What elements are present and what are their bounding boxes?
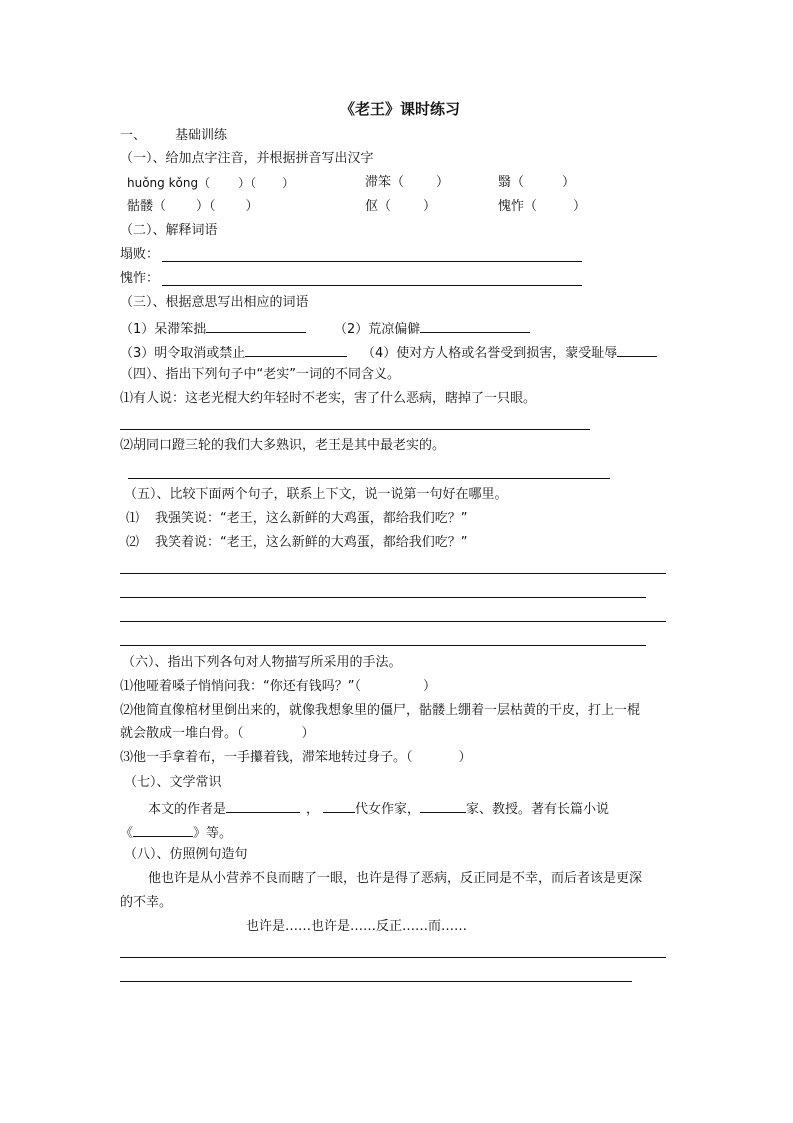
answer-blank-q3-a[interactable] xyxy=(206,318,306,333)
page-title: 《老王》课时练习 xyxy=(340,100,461,118)
section-1-number: 一、 xyxy=(120,128,147,143)
answer-line-q5-3[interactable] xyxy=(120,621,666,622)
q1-row1-word2: 滞笨（ ） xyxy=(365,175,450,190)
answer-line-q2-1[interactable] xyxy=(162,261,582,262)
answer-line-q4-2[interactable] xyxy=(128,478,610,479)
answer-line-q5-1[interactable] xyxy=(120,573,666,574)
section-1-label: 基础训练 xyxy=(175,128,228,143)
q7-heading: （七）、文学常识 xyxy=(124,775,222,790)
q6-sentence-3: ⑶他一手拿着布，一手攥着钱，滞笨地转过身子。（ ） xyxy=(120,750,472,765)
q4-sentence-1: ⑴有人说：这老光棍大约年轻时不老实，害了什么恶病，瞎掉了一只眼。 xyxy=(120,391,537,406)
q4-sentence-2: ⑵胡同口蹬三轮的我们大多熟识，老王是其中最老实的。 xyxy=(120,438,446,453)
answer-blank-era[interactable] xyxy=(323,798,355,813)
q5-number-1: ⑴ xyxy=(126,511,140,526)
q7-line-2: 《 》等。 xyxy=(120,822,232,843)
q5-sentence-2: 我笑着说：“老王，这么新鲜的大鸡蛋，都给我们吃？” xyxy=(155,535,468,550)
answer-blank-author[interactable] xyxy=(226,798,300,813)
answer-line-q8-2[interactable] xyxy=(120,981,632,982)
q6-sentence-1: ⑴他哑着嗓子悄悄问我：“你还有钱吗？”（ ） xyxy=(120,679,436,694)
q5-heading: （五）、比较下面两个句子，联系上下文，说一说第一句好在哪里。 xyxy=(124,487,508,502)
q1-row2-word2: 伛（ ） xyxy=(365,199,437,214)
answer-blank-q3-c[interactable] xyxy=(245,342,347,357)
q8-pattern: 也许是……也许是……反正……而…… xyxy=(246,919,468,934)
answer-line-q5-4[interactable] xyxy=(120,645,646,646)
answer-blank-novel[interactable] xyxy=(133,822,193,837)
q3-item-d: （4）使对方人格或名誉受到损害，蒙受耻辱 xyxy=(362,342,657,363)
answer-line-q5-2[interactable] xyxy=(120,597,646,598)
q2-term-2: 愧怍： xyxy=(120,271,160,286)
q8-heading: （八）、仿照例句造句 xyxy=(124,847,248,862)
q6-sentence-2-line1: ⑵他简直像棺材里倒出来的，就像我想象里的僵尸，骷髅上绷着一层枯黄的干皮，打上一棍 xyxy=(120,703,641,718)
q3-item-c: （3）明令取消或禁止 xyxy=(120,342,347,363)
q1-row1-word3: 翳（ ） xyxy=(498,175,576,190)
q2-term-1: 塌败： xyxy=(120,247,160,262)
q3-item-a: （1）呆滞笨拙 xyxy=(120,318,306,339)
q1-row1-pinyin: huǒng kǒng（ ）（ ） xyxy=(127,176,295,190)
q2-heading: （二）、解释词语 xyxy=(120,223,218,238)
q1-row2-word3: 愧怍（ ） xyxy=(498,199,587,214)
answer-line-q4-1[interactable] xyxy=(120,429,590,430)
q8-example-line1: 他也许是从小营养不良而瞎了一眼，也许是得了恶病，反正同是不幸，而后者该是更深 xyxy=(148,871,643,886)
q1-heading: （一）、给加点字注音，并根据拼音写出汉字 xyxy=(120,151,374,166)
q5-sentence-1: 我强笑说：“老王，这么新鲜的大鸡蛋，都给我们吃？” xyxy=(155,511,468,526)
q1-row2-word1: 骷髅（ ）（ ） xyxy=(127,199,259,214)
answer-line-q2-2[interactable] xyxy=(162,285,582,286)
q4-heading: （四）、指出下列句子中“老实”一词的不同含义。 xyxy=(120,367,400,382)
q6-sentence-2-line2: 就会散成一堆白骨。（ ） xyxy=(120,726,315,741)
q8-example-line2: 的不幸。 xyxy=(120,895,173,910)
answer-blank-q3-b[interactable] xyxy=(420,318,530,333)
q5-number-2: ⑵ xyxy=(126,535,140,550)
q6-heading: （六）、指出下列各句对人物描写所采用的手法。 xyxy=(122,655,402,670)
answer-blank-profession[interactable] xyxy=(420,798,466,813)
q3-item-b: （2）荒凉偏僻 xyxy=(334,318,530,339)
q3-heading: （三）、根据意思写出相应的词语 xyxy=(120,295,309,310)
q7-line-1: 本文的作者是 ， 代女作家， 家、教授。著有长篇小说 xyxy=(148,798,609,819)
answer-blank-q3-d[interactable] xyxy=(617,342,657,357)
answer-line-q8-1[interactable] xyxy=(120,957,666,958)
